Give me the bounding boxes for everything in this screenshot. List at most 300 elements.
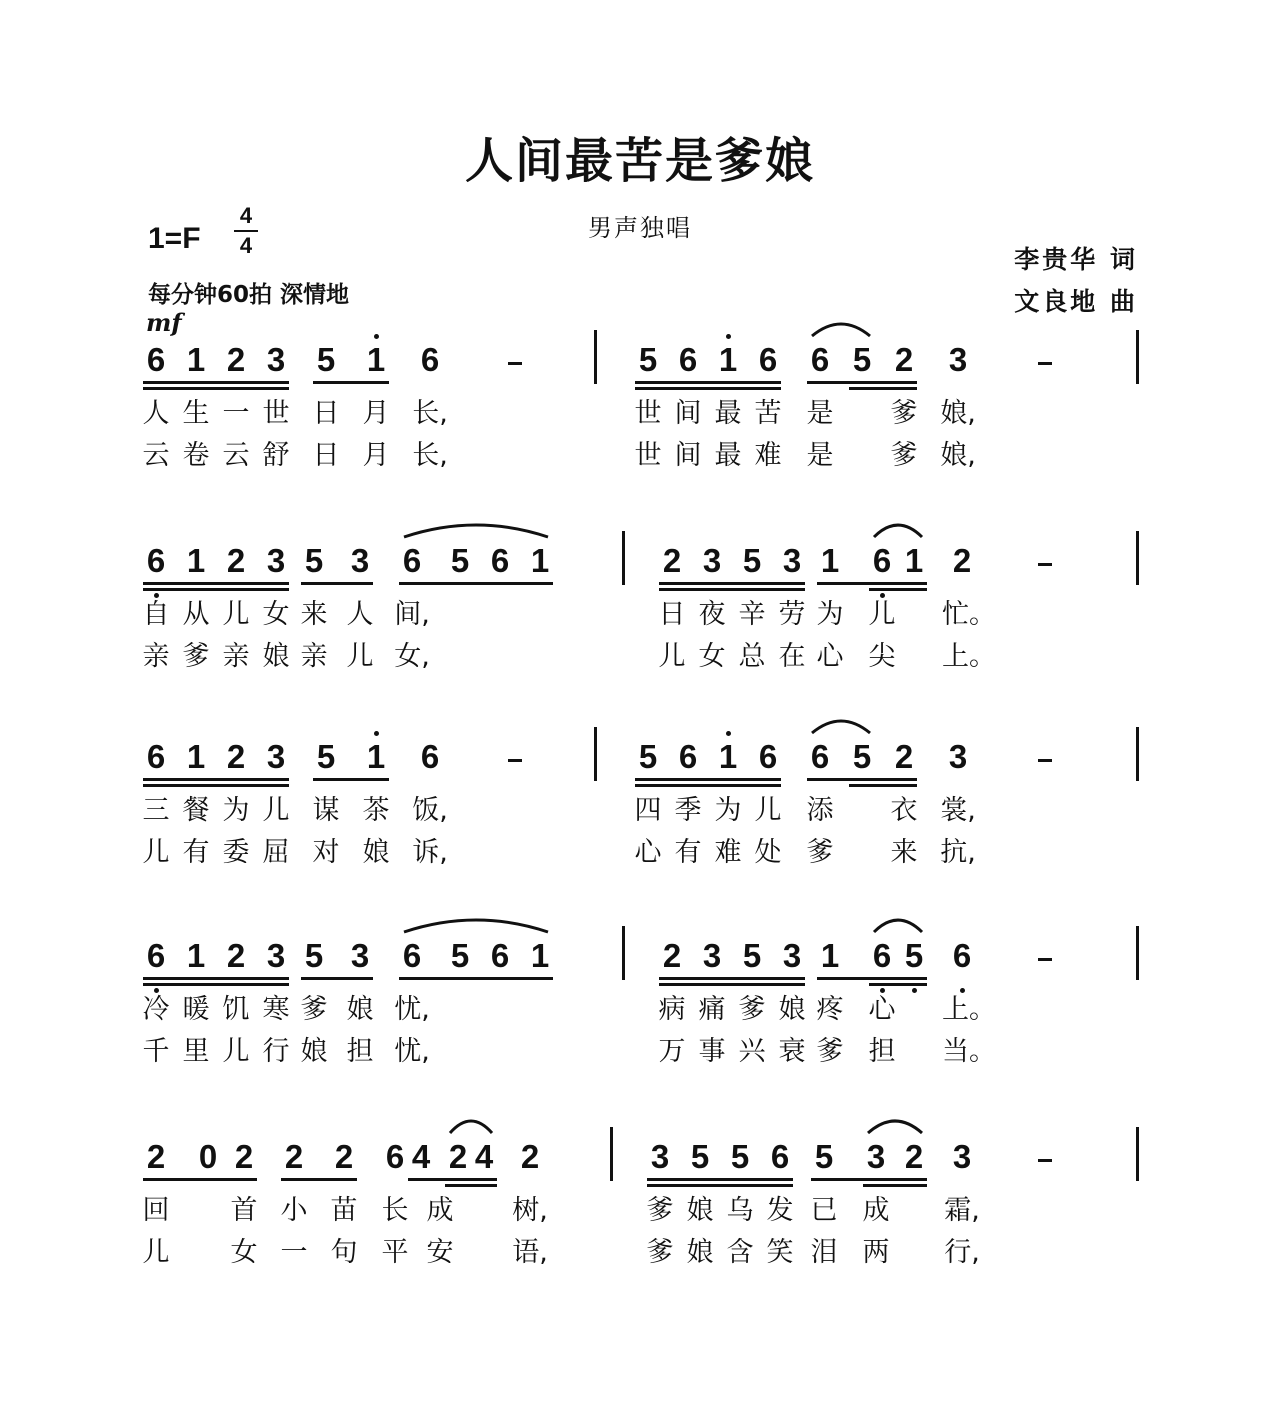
slur <box>402 519 550 539</box>
lyric-syllable: 爹 <box>646 1195 674 1226</box>
note: 3 <box>948 341 968 378</box>
lyric-syllable: 为 <box>714 795 742 826</box>
lyric-syllable: 爹 <box>816 1036 844 1067</box>
note: 3 <box>948 738 968 775</box>
note: 2 <box>226 341 246 378</box>
lyric-syllable: 上。 <box>942 994 996 1025</box>
barline <box>622 926 625 980</box>
note: 2 <box>662 937 682 974</box>
note: 5 <box>742 542 762 579</box>
note: 2 <box>334 1138 354 1175</box>
tempo-marking: 每分钟60拍 深情地 <box>148 282 350 308</box>
note: 5 <box>316 738 336 775</box>
lyric-syllable: 有 <box>182 837 210 868</box>
beam-underline <box>849 387 917 390</box>
beam-underline <box>301 977 373 980</box>
beam-underline <box>313 778 389 781</box>
lyric-syllable: 茶 <box>362 795 390 826</box>
lyric-syllable: 委 <box>222 837 250 868</box>
beam-underline <box>807 381 917 384</box>
lyric-syllable: 自 <box>142 599 170 630</box>
octave-dot <box>374 731 379 736</box>
beam-underline <box>659 588 805 591</box>
lyric-syllable: 卷 <box>182 440 210 471</box>
note: 3 <box>866 1138 886 1175</box>
note: 1 <box>820 542 840 579</box>
extension-dash <box>1038 958 1052 961</box>
note: 3 <box>266 738 286 775</box>
beam-underline <box>647 1184 793 1187</box>
lyric-syllable: 儿 <box>658 641 686 672</box>
lyric-syllable: 儿 <box>222 1036 250 1067</box>
lyric-syllable: 儿 <box>222 599 250 630</box>
time-signature-divider <box>234 230 258 232</box>
beam-underline <box>863 1184 927 1187</box>
lyric-syllable: 成 <box>862 1195 890 1226</box>
note: 5 <box>638 738 658 775</box>
note: 6 <box>810 738 830 775</box>
note: 3 <box>266 542 286 579</box>
octave-dot <box>374 334 379 339</box>
note: 6 <box>490 542 510 579</box>
lyric-syllable: 一 <box>222 398 250 429</box>
note: 2 <box>226 542 246 579</box>
lyric-syllable: 月 <box>362 398 390 429</box>
note: 1 <box>366 738 386 775</box>
note: 1 <box>186 937 206 974</box>
note: 5 <box>730 1138 750 1175</box>
lyric-syllable: 平 <box>381 1237 409 1268</box>
beam-underline <box>817 977 927 980</box>
lyric-syllable: 季 <box>674 795 702 826</box>
note: 4 <box>411 1138 431 1175</box>
lyric-syllable: 兴 <box>738 1036 766 1067</box>
note: 2 <box>904 1138 924 1175</box>
slur <box>866 1115 924 1135</box>
note: 2 <box>662 542 682 579</box>
note: 1 <box>718 341 738 378</box>
slur <box>402 914 550 934</box>
lyric-syllable: 月 <box>362 440 390 471</box>
octave-dot <box>880 593 885 598</box>
lyric-syllable: 有 <box>674 837 702 868</box>
beam-underline <box>301 582 373 585</box>
lyric-syllable: 世 <box>262 398 290 429</box>
note: 5 <box>690 1138 710 1175</box>
lyric-syllable: 辛 <box>738 599 766 630</box>
lyric-syllable: 树, <box>512 1195 548 1226</box>
barline <box>594 330 597 384</box>
lyric-syllable: 衰 <box>778 1036 806 1067</box>
lyric-syllable: 添 <box>806 795 834 826</box>
lyric-syllable: 夜 <box>698 599 726 630</box>
note: 4 <box>474 1138 494 1175</box>
note: 6 <box>678 341 698 378</box>
lyric-syllable: 首 <box>230 1195 258 1226</box>
beam-underline <box>807 778 917 781</box>
beam-underline <box>143 778 289 781</box>
lyric-syllable: 人 <box>142 398 170 429</box>
lyric-syllable: 人 <box>346 599 374 630</box>
lyric-syllable: 尖 <box>868 641 896 672</box>
lyric-syllable: 长, <box>412 398 448 429</box>
beam-underline <box>281 1178 357 1181</box>
lyric-syllable: 乌 <box>726 1195 754 1226</box>
note: 6 <box>810 341 830 378</box>
lyric-syllable: 含 <box>726 1237 754 1268</box>
barline <box>610 1127 613 1181</box>
extension-dash <box>1038 362 1052 365</box>
lyric-syllable: 心 <box>816 641 844 672</box>
beam-underline <box>313 381 389 384</box>
lyric-syllable: 日 <box>312 440 340 471</box>
note: 2 <box>226 738 246 775</box>
lyric-syllable: 心 <box>868 994 896 1025</box>
lyric-syllable: 女 <box>230 1237 258 1268</box>
lyric-syllable: 爹 <box>738 994 766 1025</box>
beam-underline <box>143 983 289 986</box>
beam-underline <box>143 381 289 384</box>
slur <box>872 914 924 934</box>
slur <box>810 318 872 338</box>
barline-end <box>1136 926 1139 980</box>
lyricist-credit: 李贵华 词 <box>1014 245 1138 274</box>
lyric-syllable: 为 <box>222 795 250 826</box>
barline <box>622 531 625 585</box>
note: 6 <box>872 937 892 974</box>
lyric-syllable: 霜, <box>944 1195 980 1226</box>
lyric-syllable: 疼 <box>816 994 844 1025</box>
note: 6 <box>420 341 440 378</box>
note: 1 <box>186 738 206 775</box>
lyric-syllable: 担 <box>346 1036 374 1067</box>
lyric-syllable: 笑 <box>766 1237 794 1268</box>
note: 3 <box>350 937 370 974</box>
beam-underline <box>869 983 927 986</box>
note: 5 <box>450 542 470 579</box>
note: 3 <box>266 937 286 974</box>
beam-underline <box>143 582 289 585</box>
note: 5 <box>852 738 872 775</box>
lyric-syllable: 总 <box>738 641 766 672</box>
note: 5 <box>450 937 470 974</box>
score-system <box>0 737 1280 937</box>
lyric-syllable: 云 <box>142 440 170 471</box>
barline-end <box>1136 727 1139 781</box>
lyric-syllable: 爹 <box>890 398 918 429</box>
lyric-syllable: 处 <box>754 837 782 868</box>
lyric-syllable: 亲 <box>142 641 170 672</box>
note: 5 <box>316 341 336 378</box>
beam-underline <box>399 977 553 980</box>
slur <box>810 715 872 735</box>
lyric-syllable: 娘 <box>362 837 390 868</box>
lyric-syllable: 句 <box>330 1237 358 1268</box>
note: 3 <box>702 542 722 579</box>
note: 6 <box>146 937 166 974</box>
performance-type: 男声独唱 <box>588 214 692 242</box>
barline-end <box>1136 531 1139 585</box>
lyric-syllable: 裳, <box>940 795 976 826</box>
score-system <box>0 1137 1280 1337</box>
lyric-syllable: 儿 <box>142 1237 170 1268</box>
note: 6 <box>146 542 166 579</box>
lyric-syllable: 间 <box>674 398 702 429</box>
note: 6 <box>420 738 440 775</box>
lyric-syllable: 儿 <box>142 837 170 868</box>
lyric-syllable: 难 <box>714 837 742 868</box>
lyric-syllable: 女, <box>394 641 430 672</box>
lyric-syllable: 亲 <box>222 641 250 672</box>
lyric-syllable: 已 <box>810 1195 838 1226</box>
lyric-syllable: 间, <box>394 599 430 630</box>
lyric-syllable: 诉, <box>412 837 448 868</box>
beam-underline <box>445 1184 497 1187</box>
lyric-syllable: 事 <box>698 1036 726 1067</box>
beam-underline <box>659 983 805 986</box>
lyric-syllable: 爹 <box>300 994 328 1025</box>
lyric-syllable: 行 <box>262 1036 290 1067</box>
lyric-syllable: 亲 <box>300 641 328 672</box>
octave-dot <box>154 593 159 598</box>
lyric-syllable: 儿 <box>346 641 374 672</box>
note: 3 <box>782 937 802 974</box>
octave-dot <box>726 731 731 736</box>
note: 3 <box>702 937 722 974</box>
note: 1 <box>718 738 738 775</box>
octave-dot <box>880 988 885 993</box>
lyric-syllable: 三 <box>142 795 170 826</box>
beam-underline <box>635 381 781 384</box>
note: 2 <box>894 341 914 378</box>
lyric-syllable: 泪 <box>810 1237 838 1268</box>
beam-underline <box>647 1178 793 1181</box>
lyric-syllable: 女 <box>698 641 726 672</box>
lyric-syllable: 娘 <box>346 994 374 1025</box>
time-signature-top: 4 <box>239 203 253 228</box>
extension-dash <box>1038 759 1052 762</box>
lyric-syllable: 千 <box>142 1036 170 1067</box>
lyric-syllable: 忧, <box>394 994 430 1025</box>
note: 6 <box>490 937 510 974</box>
lyric-syllable: 语, <box>512 1237 548 1268</box>
note: 1 <box>530 937 550 974</box>
note: 6 <box>402 542 422 579</box>
lyric-syllable: 苦 <box>754 398 782 429</box>
note: 6 <box>146 738 166 775</box>
note: 2 <box>894 738 914 775</box>
note: 6 <box>402 937 422 974</box>
beam-underline <box>143 784 289 787</box>
lyric-syllable: 病 <box>658 994 686 1025</box>
note: 5 <box>904 937 924 974</box>
lyric-syllable: 爹 <box>646 1237 674 1268</box>
time-signature <box>234 204 258 258</box>
lyric-syllable: 发 <box>766 1195 794 1226</box>
lyric-syllable: 当。 <box>942 1036 996 1067</box>
lyric-syllable: 儿 <box>868 599 896 630</box>
note: 3 <box>650 1138 670 1175</box>
lyric-syllable: 从 <box>182 599 210 630</box>
lyric-syllable: 心 <box>634 837 662 868</box>
composer-credit: 文良地 曲 <box>1014 287 1138 316</box>
note: 3 <box>350 542 370 579</box>
note: 2 <box>520 1138 540 1175</box>
lyric-syllable: 日 <box>658 599 686 630</box>
lyric-syllable: 世 <box>634 440 662 471</box>
beam-underline <box>659 582 805 585</box>
lyric-syllable: 饥 <box>222 994 250 1025</box>
slur <box>448 1115 494 1135</box>
lyric-syllable: 爹 <box>806 837 834 868</box>
lyric-syllable: 爹 <box>890 440 918 471</box>
lyric-syllable: 娘 <box>262 641 290 672</box>
note: 5 <box>638 341 658 378</box>
lyric-syllable: 抗, <box>940 837 976 868</box>
lyric-syllable: 儿 <box>262 795 290 826</box>
beam-underline <box>811 1178 927 1181</box>
lyric-syllable: 生 <box>182 398 210 429</box>
note: 6 <box>872 542 892 579</box>
note: 5 <box>304 937 324 974</box>
lyric-syllable: 屈 <box>262 837 290 868</box>
barline-end <box>1136 1127 1139 1181</box>
note: 1 <box>366 341 386 378</box>
note: 5 <box>742 937 762 974</box>
lyric-syllable: 来 <box>300 599 328 630</box>
lyric-syllable: 娘 <box>778 994 806 1025</box>
extension-dash <box>1038 1159 1052 1162</box>
lyric-syllable: 暖 <box>182 994 210 1025</box>
beam-underline <box>817 582 927 585</box>
lyric-syllable: 长 <box>381 1195 409 1226</box>
note: 5 <box>304 542 324 579</box>
lyric-syllable: 为 <box>816 599 844 630</box>
note: 5 <box>814 1138 834 1175</box>
lyric-syllable: 成 <box>426 1195 454 1226</box>
lyric-syllable: 谋 <box>312 795 340 826</box>
note: 3 <box>952 1138 972 1175</box>
note: 2 <box>234 1138 254 1175</box>
score-system <box>0 340 1280 540</box>
note: 6 <box>146 341 166 378</box>
note: 6 <box>952 937 972 974</box>
lyric-syllable: 寒 <box>262 994 290 1025</box>
extension-dash <box>1038 563 1052 566</box>
beam-underline <box>635 387 781 390</box>
lyric-syllable: 一 <box>280 1237 308 1268</box>
beam-underline <box>143 387 289 390</box>
lyric-syllable: 小 <box>280 1195 308 1226</box>
octave-dot <box>960 988 965 993</box>
lyric-syllable: 女 <box>262 599 290 630</box>
score-system <box>0 936 1280 1136</box>
lyric-syllable: 娘 <box>686 1237 714 1268</box>
note: 0 <box>198 1138 218 1175</box>
note: 1 <box>186 341 206 378</box>
time-signature-bottom: 4 <box>239 233 253 258</box>
lyric-syllable: 安 <box>426 1237 454 1268</box>
note: 6 <box>758 341 778 378</box>
note: 3 <box>266 341 286 378</box>
slur <box>872 519 924 539</box>
lyric-syllable: 娘 <box>686 1195 714 1226</box>
lyric-syllable: 最 <box>714 440 742 471</box>
beam-underline <box>869 588 927 591</box>
beam-underline <box>659 977 805 980</box>
lyric-syllable: 云 <box>222 440 250 471</box>
lyric-syllable: 忙。 <box>942 599 996 630</box>
lyric-syllable: 苗 <box>330 1195 358 1226</box>
lyric-syllable: 万 <box>658 1036 686 1067</box>
note: 2 <box>226 937 246 974</box>
score-system <box>0 541 1280 741</box>
lyric-syllable: 最 <box>714 398 742 429</box>
note: 2 <box>448 1138 468 1175</box>
note: 6 <box>678 738 698 775</box>
key-signature: 1=F <box>148 222 201 255</box>
lyric-syllable: 儿 <box>754 795 782 826</box>
barline <box>594 727 597 781</box>
lyric-syllable: 行, <box>944 1237 980 1268</box>
note: 6 <box>770 1138 790 1175</box>
beam-underline <box>408 1178 497 1181</box>
lyric-syllable: 日 <box>312 398 340 429</box>
note: 1 <box>186 542 206 579</box>
song-title: 人间最苦是爹娘 <box>464 133 815 189</box>
lyric-syllable: 担 <box>868 1036 896 1067</box>
note: 1 <box>820 937 840 974</box>
lyric-syllable: 娘, <box>940 398 976 429</box>
note: 5 <box>852 341 872 378</box>
octave-dot <box>154 988 159 993</box>
octave-dot <box>726 334 731 339</box>
note: 2 <box>284 1138 304 1175</box>
beam-underline <box>849 784 917 787</box>
note: 3 <box>782 542 802 579</box>
note: 1 <box>530 542 550 579</box>
lyric-syllable: 爹 <box>182 641 210 672</box>
lyric-syllable: 衣 <box>890 795 918 826</box>
note: 1 <box>904 542 924 579</box>
barline-end <box>1136 330 1139 384</box>
lyric-syllable: 娘 <box>300 1036 328 1067</box>
lyric-syllable: 是 <box>806 398 834 429</box>
lyric-syllable: 劳 <box>778 599 806 630</box>
lyric-syllable: 娘, <box>940 440 976 471</box>
lyric-syllable: 在 <box>778 641 806 672</box>
beam-underline <box>143 977 289 980</box>
lyric-syllable: 四 <box>634 795 662 826</box>
beam-underline <box>143 588 289 591</box>
dynamic-marking: mf <box>146 308 182 337</box>
extension-dash <box>508 759 522 762</box>
beam-underline <box>635 784 781 787</box>
lyric-syllable: 来 <box>890 837 918 868</box>
beam-underline <box>635 778 781 781</box>
lyric-syllable: 餐 <box>182 795 210 826</box>
lyric-syllable: 回 <box>142 1195 170 1226</box>
lyric-syllable: 饭, <box>412 795 448 826</box>
lyric-syllable: 忧, <box>394 1036 430 1067</box>
lyric-syllable: 冷 <box>142 994 170 1025</box>
lyric-syllable: 里 <box>182 1036 210 1067</box>
lyric-syllable: 难 <box>754 440 782 471</box>
lyric-syllable: 是 <box>806 440 834 471</box>
note: 6 <box>758 738 778 775</box>
lyric-syllable: 对 <box>312 837 340 868</box>
lyric-syllable: 舒 <box>262 440 290 471</box>
